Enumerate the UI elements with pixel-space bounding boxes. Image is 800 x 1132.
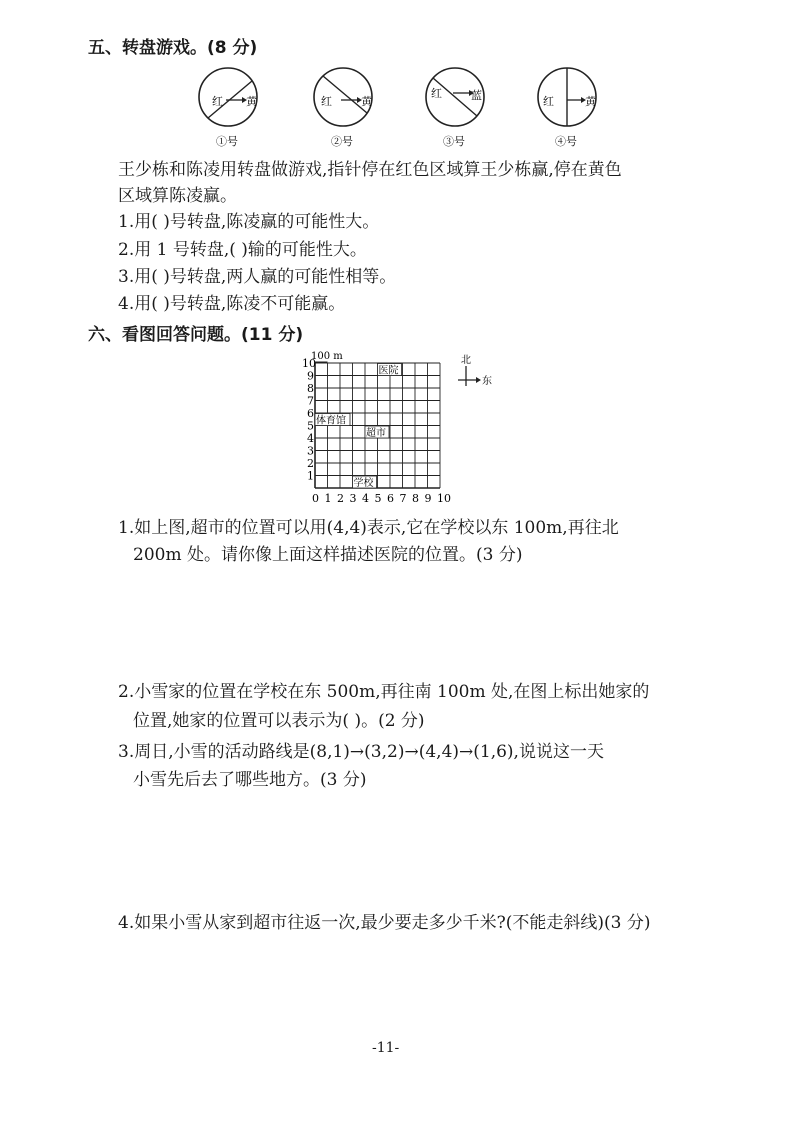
section5-intro-line1: 王少栋和陈凌用转盘做游戏,指针停在红色区域算王少栋赢,停在黄色 bbox=[118, 160, 622, 180]
page-number: -11- bbox=[372, 1040, 400, 1056]
y-tick-label: 5 bbox=[307, 419, 314, 433]
spinner-1-number: ①号 bbox=[216, 135, 238, 148]
section5-question-3: 3.用( )号转盘,两人赢的可能性相等。 bbox=[118, 267, 397, 287]
spinner-4-number: ④号 bbox=[555, 135, 577, 148]
q4: 4.如果小雪从家到超市往返一次,最少要走多少千米?(不能走斜线)(3 分) bbox=[118, 913, 651, 933]
place-label: 超市 bbox=[366, 428, 386, 439]
place-label: 学校 bbox=[353, 478, 374, 489]
y-tick-label: 4 bbox=[307, 432, 314, 445]
spinner-3-number: ③号 bbox=[443, 135, 465, 148]
x-tick-label: 8 bbox=[412, 492, 419, 505]
x-tick-label: 3 bbox=[349, 492, 357, 505]
spinner-2-number: ②号 bbox=[331, 135, 353, 148]
x-tick-label: 4 bbox=[362, 492, 369, 505]
section5-intro-line2: 区域算陈凌赢。 bbox=[118, 186, 237, 206]
y-tick-label: 9 bbox=[307, 369, 314, 383]
y-tick-label: 2 bbox=[307, 457, 314, 470]
spinner-figures bbox=[190, 60, 610, 150]
x-tick-label: 9 bbox=[424, 492, 432, 505]
spinners bbox=[190, 60, 610, 150]
x-tick-label: 7 bbox=[399, 492, 407, 505]
x-tick-label: 10 bbox=[437, 492, 451, 505]
y-tick-label: 10 bbox=[302, 357, 316, 370]
spinner-2-left-label: 红 bbox=[321, 95, 332, 108]
spinner-4-left-label: 红 bbox=[543, 95, 554, 108]
spinner-3 bbox=[426, 68, 484, 148]
x-tick-label: 0 bbox=[312, 492, 319, 505]
q1-line2: 200m 处。请你像上面这样描述医院的位置。(3 分) bbox=[133, 545, 523, 565]
q3-line2: 小雪先后去了哪些地方。(3 分) bbox=[133, 770, 367, 790]
compass-east-label: 东 bbox=[482, 376, 492, 387]
y-tick-label: 6 bbox=[307, 407, 314, 420]
place-label: 医院 bbox=[378, 365, 399, 377]
y-tick-label: 7 bbox=[307, 394, 314, 408]
spinner-1-left-label: 红 bbox=[212, 95, 223, 108]
spinner-3-right-label: 蓝 bbox=[471, 89, 482, 102]
q2-line2: 位置,她家的位置可以表示为( )。(2 分) bbox=[133, 711, 425, 731]
x-tick-label: 1 bbox=[324, 492, 332, 505]
section5-question-4: 4.用( )号转盘,陈凌不可能赢。 bbox=[118, 294, 346, 314]
section5-question-1: 1.用( )号转盘,陈凌赢的可能性大。 bbox=[118, 212, 380, 232]
q2-line1: 2.小雪家的位置在学校在东 500m,再往南 100m 处,在图上标出她家的 bbox=[118, 682, 650, 702]
x-tick-label: 6 bbox=[387, 492, 394, 505]
spinner-2 bbox=[314, 68, 373, 148]
y-tick-label: 8 bbox=[307, 382, 314, 395]
spinner-2-right-label: 黄 bbox=[361, 95, 372, 108]
x-tick-label: 5 bbox=[374, 492, 382, 505]
spinner-1 bbox=[199, 68, 258, 148]
section5-title: 五、转盘游戏。(8 分) bbox=[88, 38, 258, 58]
q3-line1: 3.周日,小雪的活动路线是(8,1)→(3,2)→(4,4)→(1,6),说说这一天 bbox=[118, 742, 604, 762]
spinner-3-left-label: 红 bbox=[431, 87, 442, 100]
compass-east-arrow bbox=[476, 377, 481, 383]
compass-north-label: 北 bbox=[461, 355, 471, 366]
scale-label: 100 m bbox=[311, 351, 343, 362]
section6-title: 六、看图回答问题。(11 分) bbox=[88, 325, 304, 345]
y-tick-label: 3 bbox=[307, 444, 314, 458]
coordinate-grid bbox=[295, 348, 515, 520]
q1-line1: 1.如上图,超市的位置可以用(4,4)表示,它在学校以东 100m,再往北 bbox=[118, 518, 619, 538]
grid-svg bbox=[295, 348, 515, 520]
spinner-4 bbox=[538, 68, 597, 148]
spinner-1-right-label: 黄 bbox=[246, 95, 257, 108]
spinner-4-right-label: 黄 bbox=[585, 95, 596, 108]
y-tick-label: 1 bbox=[307, 469, 314, 483]
section5-question-2: 2.用 1 号转盘,( )输的可能性大。 bbox=[118, 240, 367, 260]
x-tick-label: 2 bbox=[337, 492, 344, 505]
place-label: 体育馆 bbox=[316, 415, 346, 427]
